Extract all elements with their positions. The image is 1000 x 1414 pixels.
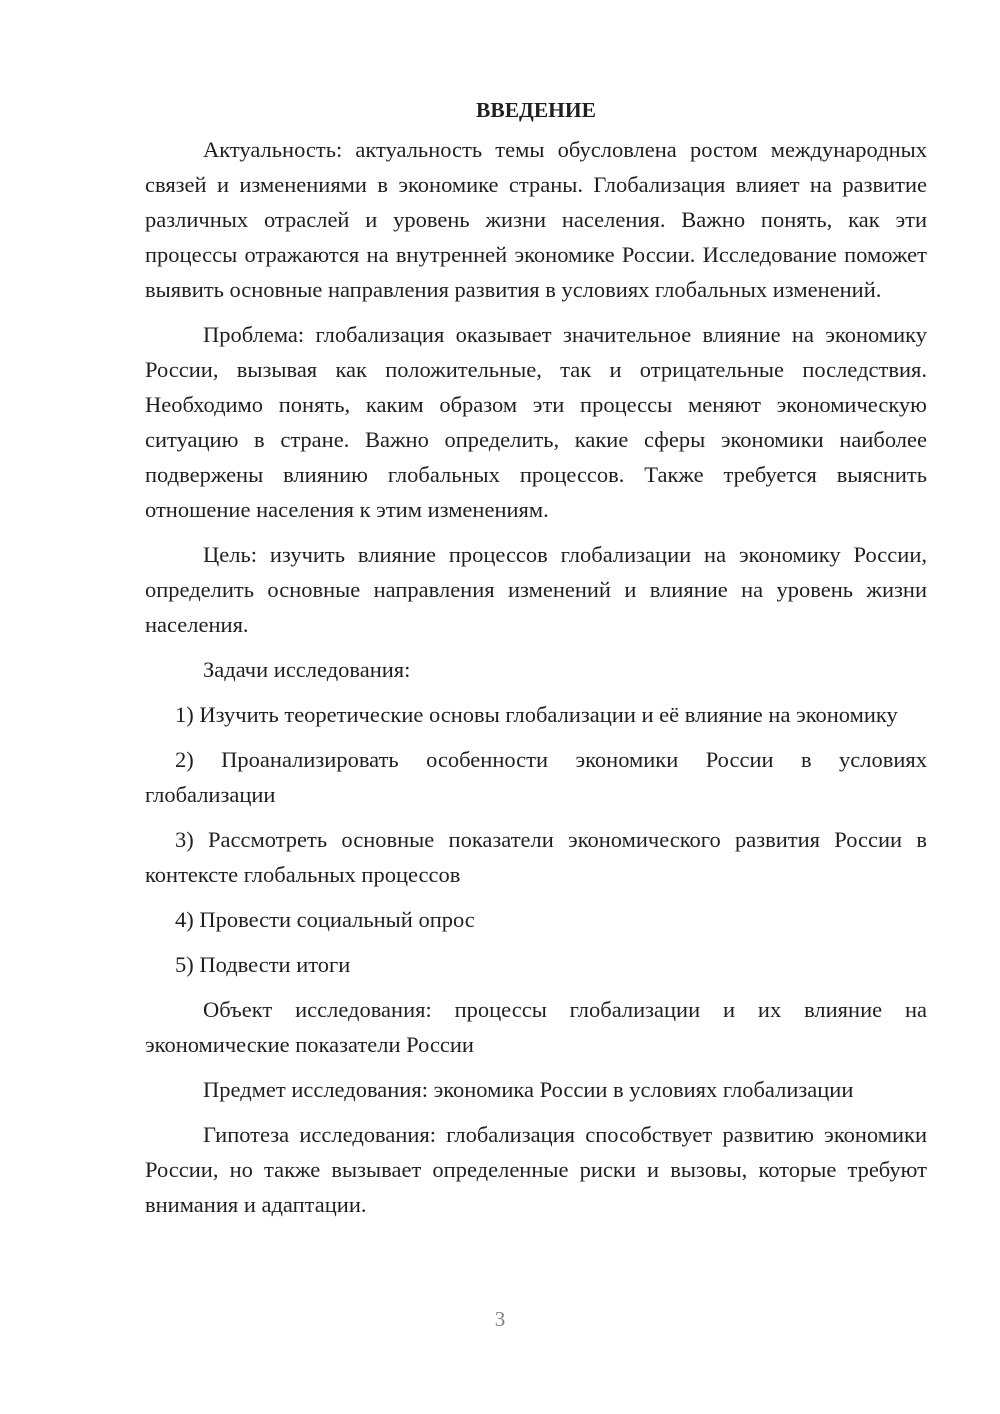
task-item-2: 2) Проанализировать особенности экономики России в условиях глобализации	[145, 747, 927, 807]
task-item-4: 4) Провести социальный опрос	[175, 907, 475, 932]
page-number: 3	[494, 1307, 506, 1331]
tasks-heading: Задачи исследования:	[203, 657, 411, 682]
section-title: ВВЕДЕНИЕ	[476, 98, 596, 122]
hypothesis-paragraph: Гипотеза исследования: глобализация способствует развитию экономики России, но также вызывает определенные риски и вызовы, которые требуют внимания и адаптации.	[145, 1122, 927, 1217]
relevance-paragraph: Актуальность: актуальность темы обусловлена ростом международных связей и изменениями в экономике страны. Глобализация влияет на развитие различных отраслей и уровень жизни населения. Важно понять, как эти процессы отражаются на внутренней экономике России. Исследование поможет выявить основные направления развития в условиях глобальных изменений.	[145, 137, 927, 302]
task-item-3: 3) Рассмотреть основные показатели экономического развития России в контексте глобальных процессов	[145, 827, 927, 887]
subject-paragraph: Предмет исследования: экономика России в условиях глобализации	[203, 1077, 854, 1102]
tasks-list	[145, 697, 927, 982]
goal-paragraph: Цель: изучить влияние процессов глобализации на экономику России, определить основные направления изменений и влияние на уровень жизни населения.	[145, 542, 927, 637]
task-item-1: 1) Изучить теоретические основы глобализации и её влияние на экономику	[175, 702, 898, 727]
page-content	[145, 92, 927, 1232]
problem-paragraph: Проблема: глобализация оказывает значительное влияние на экономику России, вызывая как положительные, так и отрицательные последствия. Необходимо понять, каким образом эти процессы меняют экономическую ситуацию в стране. Важно определить, какие сферы экономики наиболее подвержены влиянию глобальных процессов. Также требуется выяснить отношение населения к этим изменениям.	[145, 322, 927, 522]
object-paragraph: Объект исследования: процессы глобализации и их влияние на экономические показатели России	[145, 997, 927, 1057]
task-item-5: 5) Подвести итоги	[175, 952, 351, 977]
